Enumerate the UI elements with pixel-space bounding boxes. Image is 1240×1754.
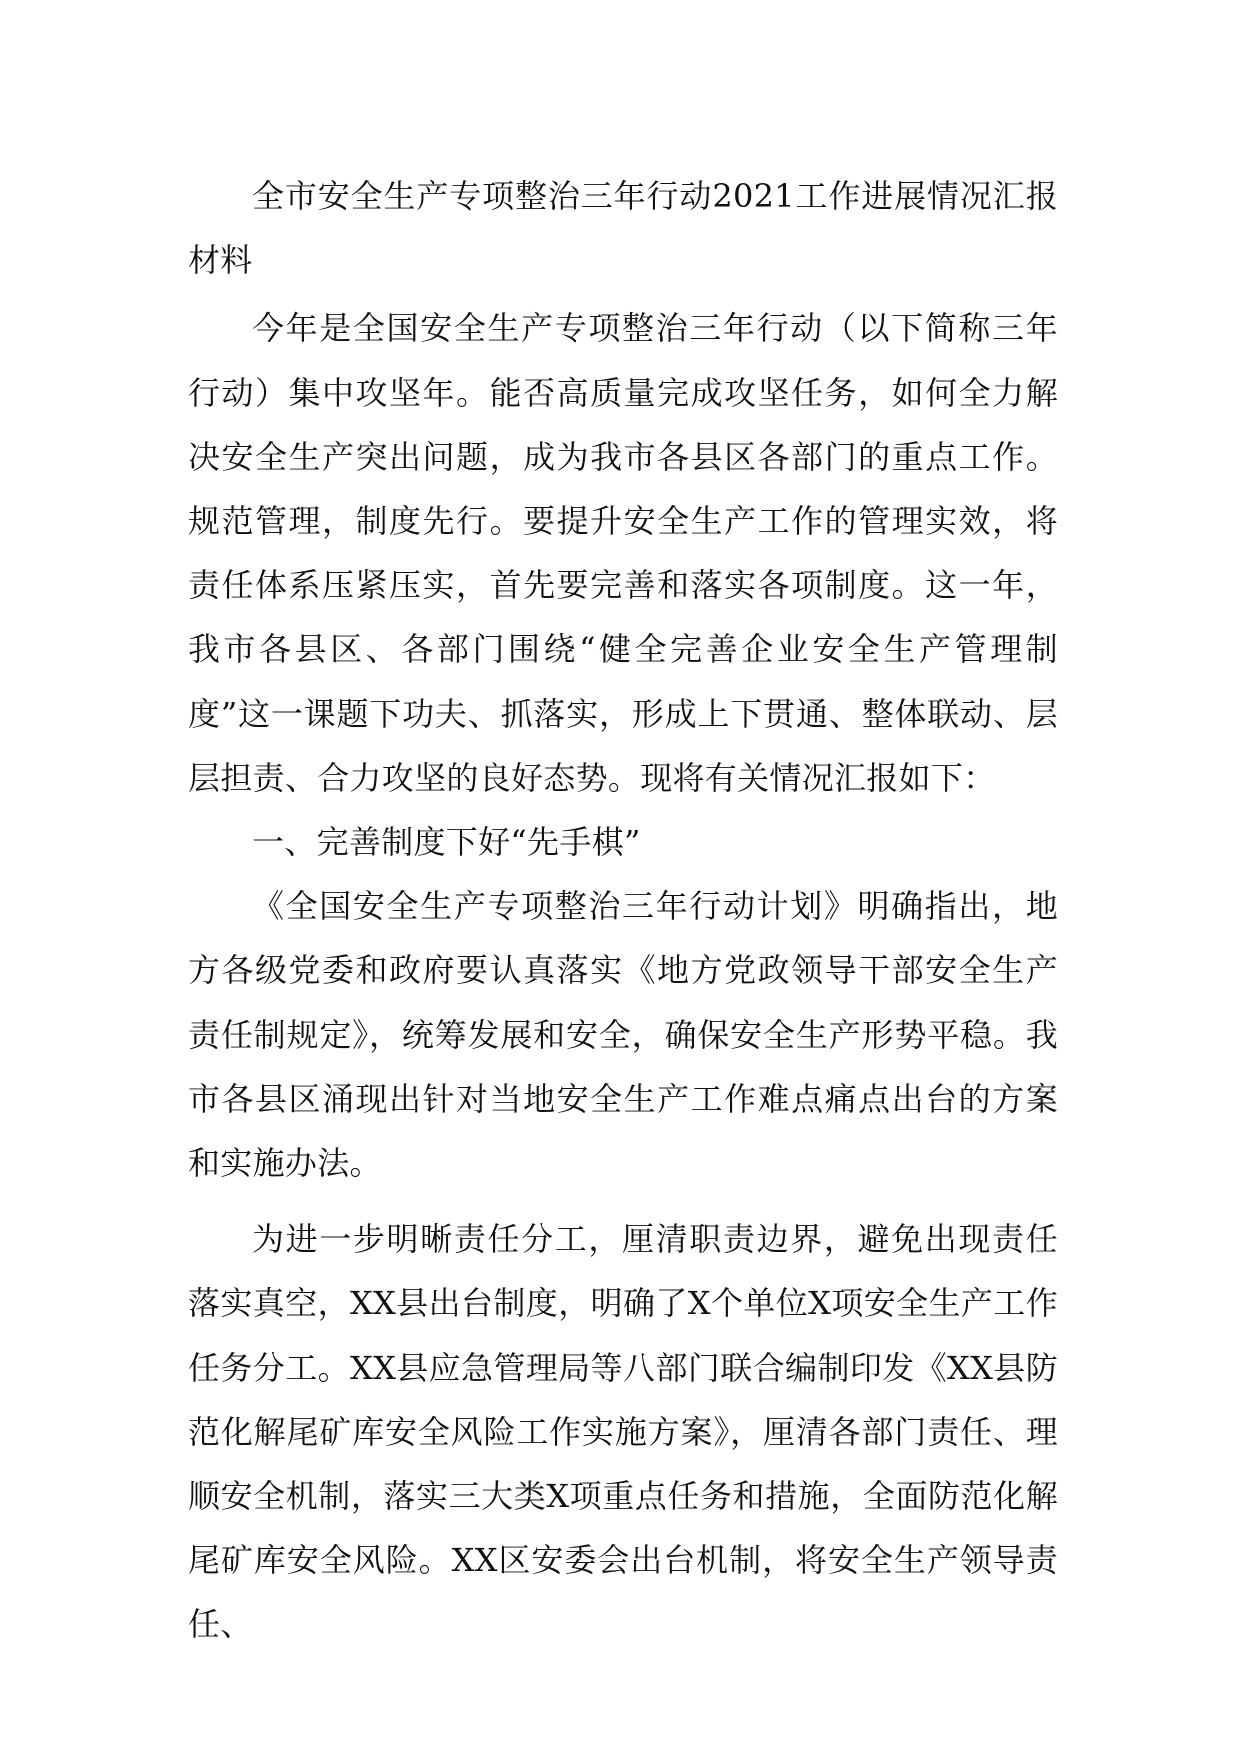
document-title: 全市安全生产专项整治三年行动2021工作进展情况汇报材料 <box>188 177 1058 280</box>
document-body <box>188 164 1058 1657</box>
paragraph-section-1-detail: 为进一步明晰责任分工，厘清职责边界，避免出现责任落实真空，XX县出台制度，明确了X个单位X项安全生产工作任务分工。XX县应急管理局等八部门联合编制印发《XX县防范化解尾矿库安全风险工作实施方案》，厘清各部门责任、理顺安全机制，落实三大类X项重点任务和措施，全面防范化解尾矿库安全风险。XX区安委会出台机制，将安全生产领导责任、 <box>188 1220 1058 1644</box>
paragraph-section-1-body: 《全国安全生产专项整治三年行动计划》明确指出，地方各级党委和政府要认真落实《地方党政领导干部安全生产责任制规定》，统筹发展和安全，确保安全生产形势平稳。我市各县区涌现出针对当地安全生产工作难点痛点出台的方案和实施办法。 <box>188 887 1058 1183</box>
section-heading-1: 一、完善制度下好“先手棋” <box>252 823 641 862</box>
paragraph-intro: 今年是全国安全生产专项整治三年行动（以下简称三年行动）集中攻坚年。能否高质量完成攻坚任务，如何全力解决安全生产突出问题，成为我市各县区各部门的重点工作。规范管理，制度先行。要提升安全生产工作的管理实效，将责任体系压紧压实，首先要完善和落实各项制度。这一年，我市各县区、各部门围绕“健全完善企业安全生产管理制度”这一课题下功夫、抓落实，形成上下贯通、整体联动、层层担责、合力攻坚的良好态势。现将有关情况汇报如下： <box>188 309 1058 797</box>
